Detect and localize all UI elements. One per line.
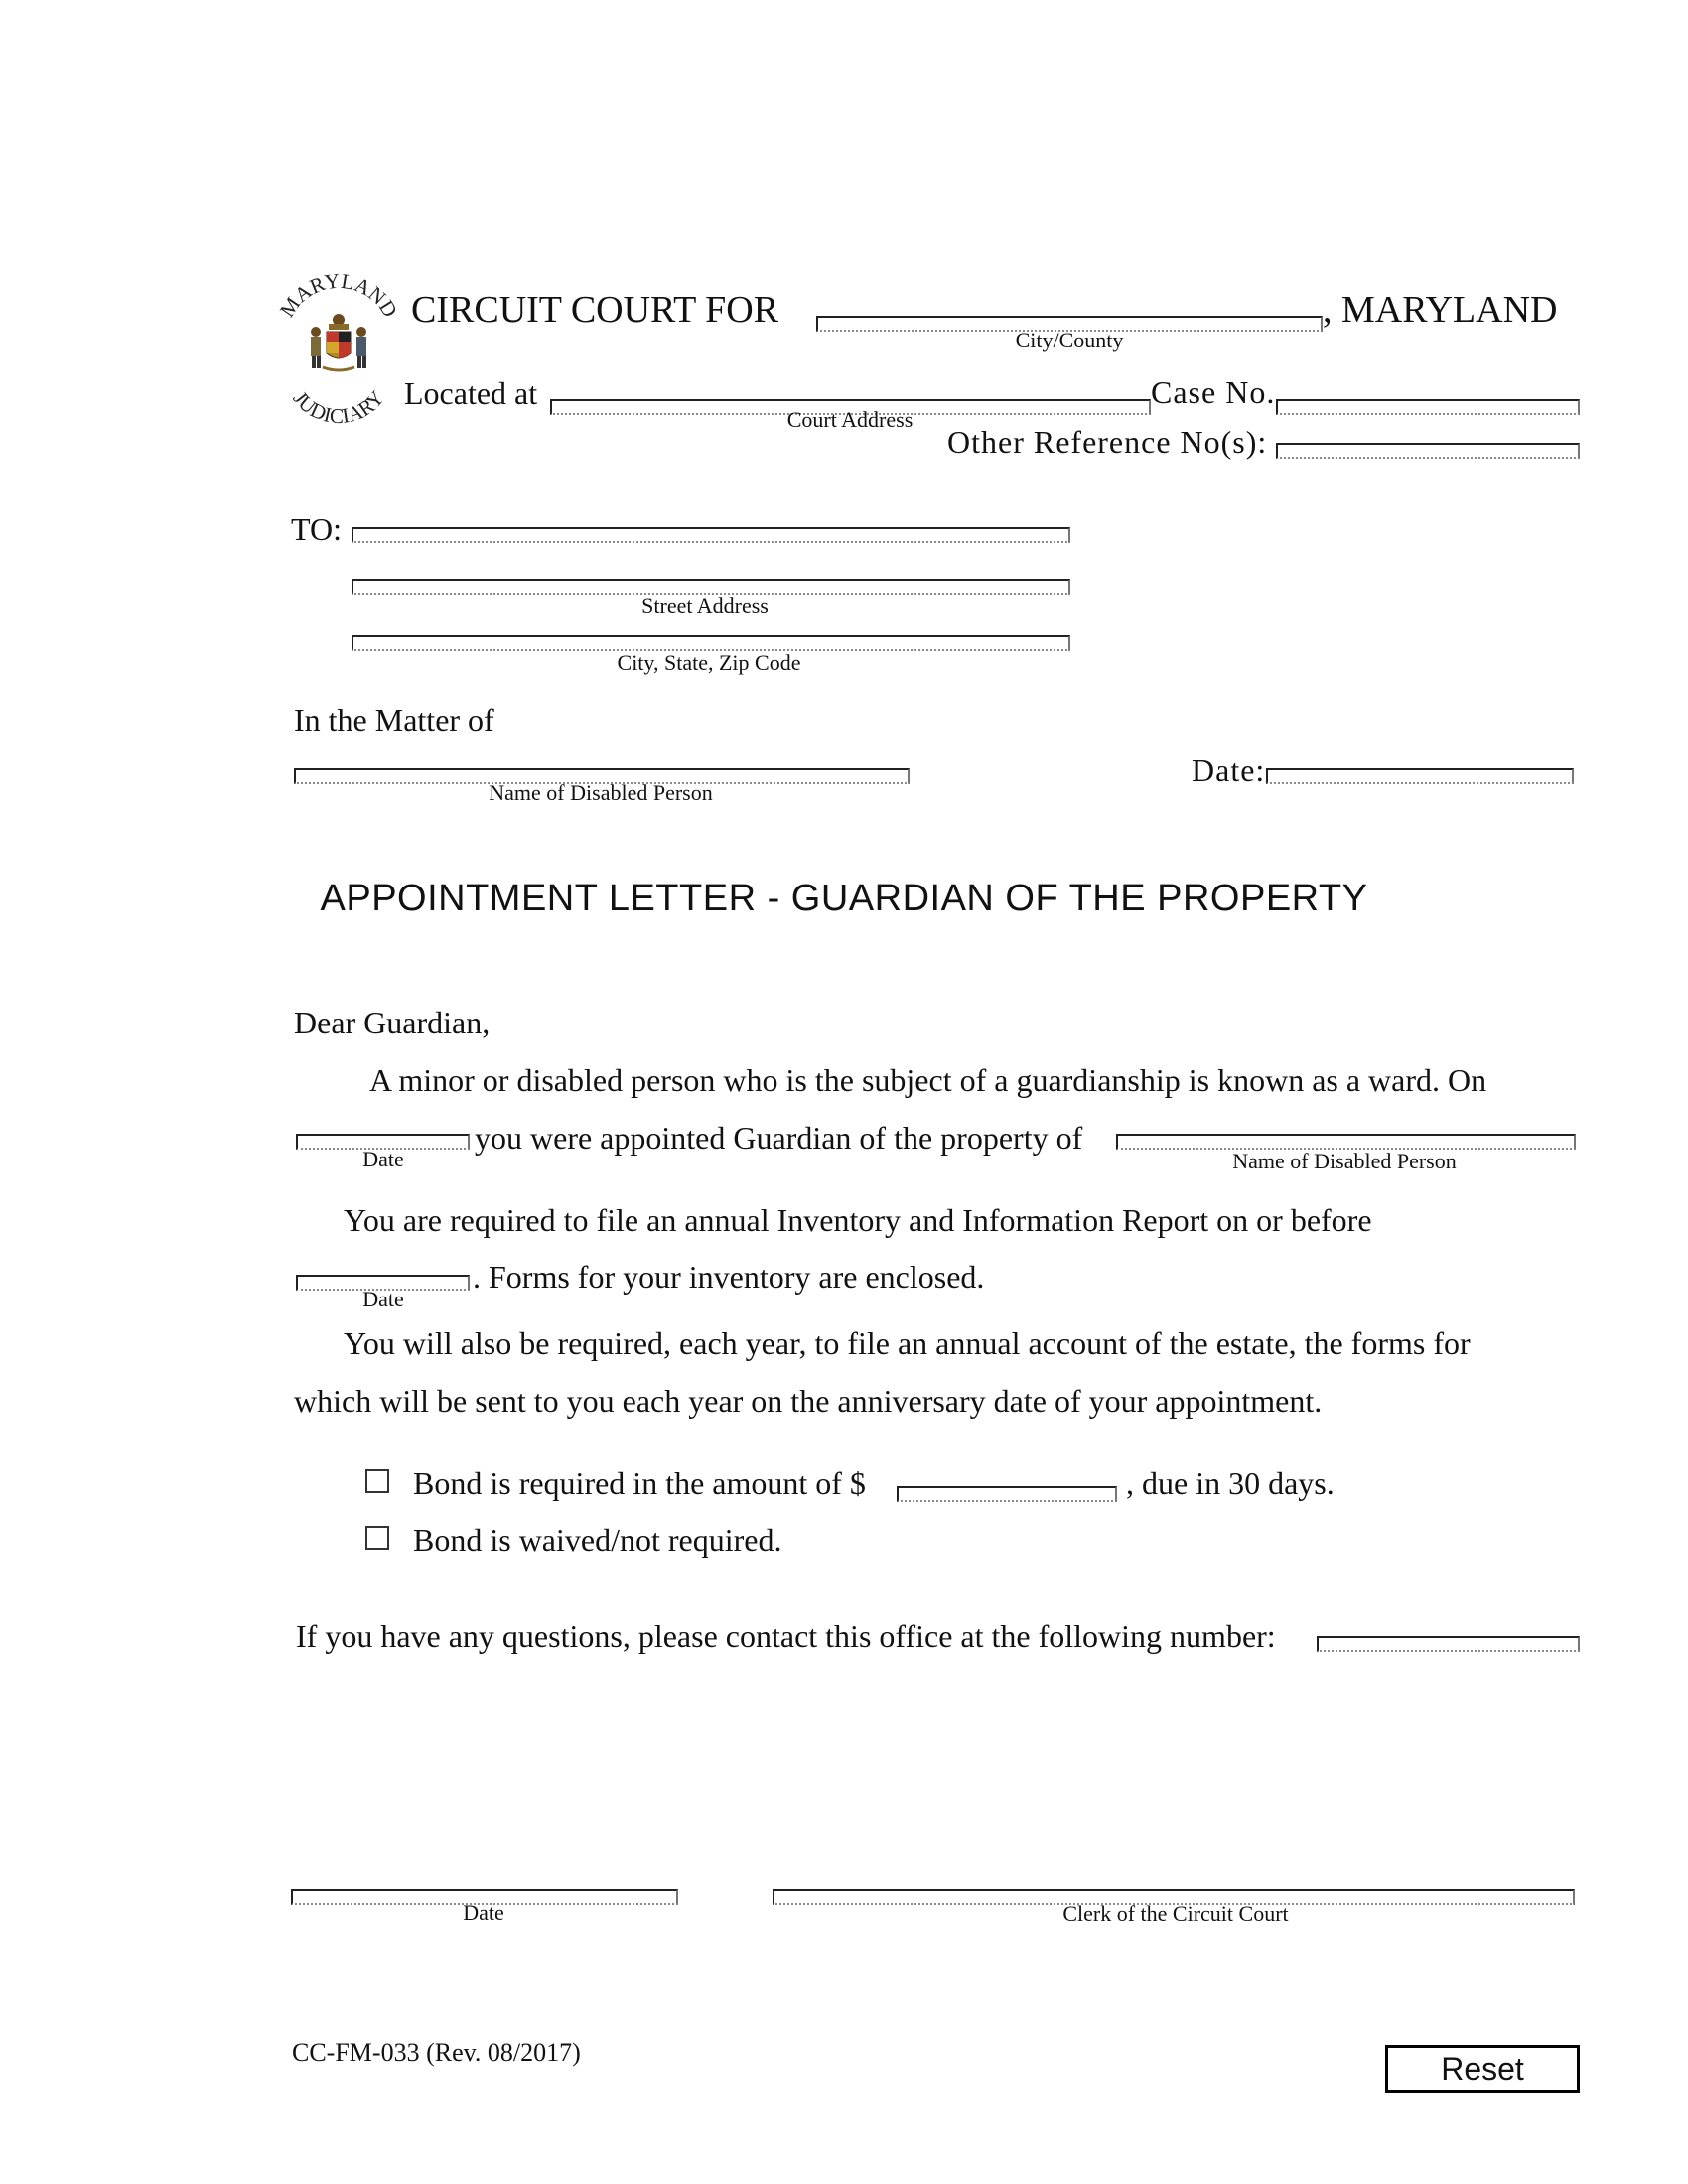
ward-name-caption: Name of Disabled Person: [1232, 1149, 1457, 1173]
paragraph-2-line-2: . Forms for your inventory are enclosed.: [473, 1259, 985, 1295]
contact-number-field[interactable]: [1317, 1636, 1580, 1652]
other-reference-field[interactable]: [1276, 443, 1580, 459]
court-title-prefix: CIRCUIT COURT FOR: [411, 289, 779, 331]
svg-text:MARYLAND: MARYLAND: [274, 270, 403, 322]
disabled-person-name-caption: Name of Disabled Person: [489, 780, 713, 805]
report-due-date-caption: Date: [362, 1287, 404, 1311]
form-id: CC-FM-033 (Rev. 08/2017): [292, 2038, 581, 2067]
bond-waived-checkbox[interactable]: [365, 1526, 389, 1550]
paragraph-2-line-1: You are required to file an annual Inventory and Information Report on or before: [344, 1202, 1372, 1238]
city-state-zip-caption: City, State, Zip Code: [617, 650, 801, 675]
bond-required-checkbox[interactable]: [365, 1469, 389, 1493]
case-no-field[interactable]: [1276, 399, 1580, 415]
reset-button[interactable]: Reset: [1385, 2045, 1580, 2093]
located-at-label: Located at: [404, 375, 538, 411]
to-label: TO:: [291, 511, 342, 547]
case-no-label: Case No.: [1151, 374, 1276, 410]
clerk-caption: Clerk of the Circuit Court: [1062, 1901, 1289, 1926]
signature-date-caption: Date: [463, 1900, 504, 1925]
bond-required-suffix: , due in 30 days.: [1126, 1465, 1335, 1501]
paragraph-3-line-1: You will also be required, each year, to file an annual account of the estate, the forms for: [344, 1325, 1471, 1361]
bond-required-label: Bond is required in the amount of $: [413, 1465, 866, 1501]
paragraph-3-line-2: which will be sent to you each year on the anniversary date of your appointment.: [294, 1383, 1323, 1419]
paragraph-1-line-2: you were appointed Guardian of the property of: [475, 1120, 1083, 1156]
paragraph-1-line-1: A minor or disabled person who is the subject of a guardianship is known as a ward. On: [369, 1062, 1487, 1098]
svg-text:JUDICIARY: JUDICIARY: [288, 385, 389, 429]
appointment-date-caption: Date: [362, 1147, 404, 1171]
court-title-suffix: , MARYLAND: [1323, 289, 1558, 331]
recipient-name-field[interactable]: [352, 527, 1070, 543]
city-county-caption: City/County: [1015, 328, 1124, 352]
coat-of-arms-icon: [311, 314, 366, 370]
street-address-caption: Street Address: [641, 593, 769, 617]
bond-waived-label: Bond is waived/not required.: [413, 1522, 782, 1558]
court-address-caption: Court Address: [786, 407, 914, 432]
contact-text: If you have any questions, please contact this office at the following number:: [296, 1618, 1276, 1654]
maryland-judiciary-seal: [273, 270, 404, 429]
recipient-city-state-zip-field[interactable]: [352, 635, 1070, 651]
matter-date-label: Date:: [1192, 752, 1266, 788]
in-the-matter-label: In the Matter of: [294, 702, 494, 738]
salutation: Dear Guardian,: [294, 1005, 491, 1040]
bond-amount-field[interactable]: [897, 1486, 1117, 1502]
ward-name-field[interactable]: [1116, 1134, 1576, 1150]
matter-date-field[interactable]: [1266, 768, 1574, 784]
document-title: APPOINTMENT LETTER - GUARDIAN OF THE PROPERTY: [320, 878, 1368, 919]
other-reference-label: Other Reference No(s):: [947, 424, 1268, 460]
